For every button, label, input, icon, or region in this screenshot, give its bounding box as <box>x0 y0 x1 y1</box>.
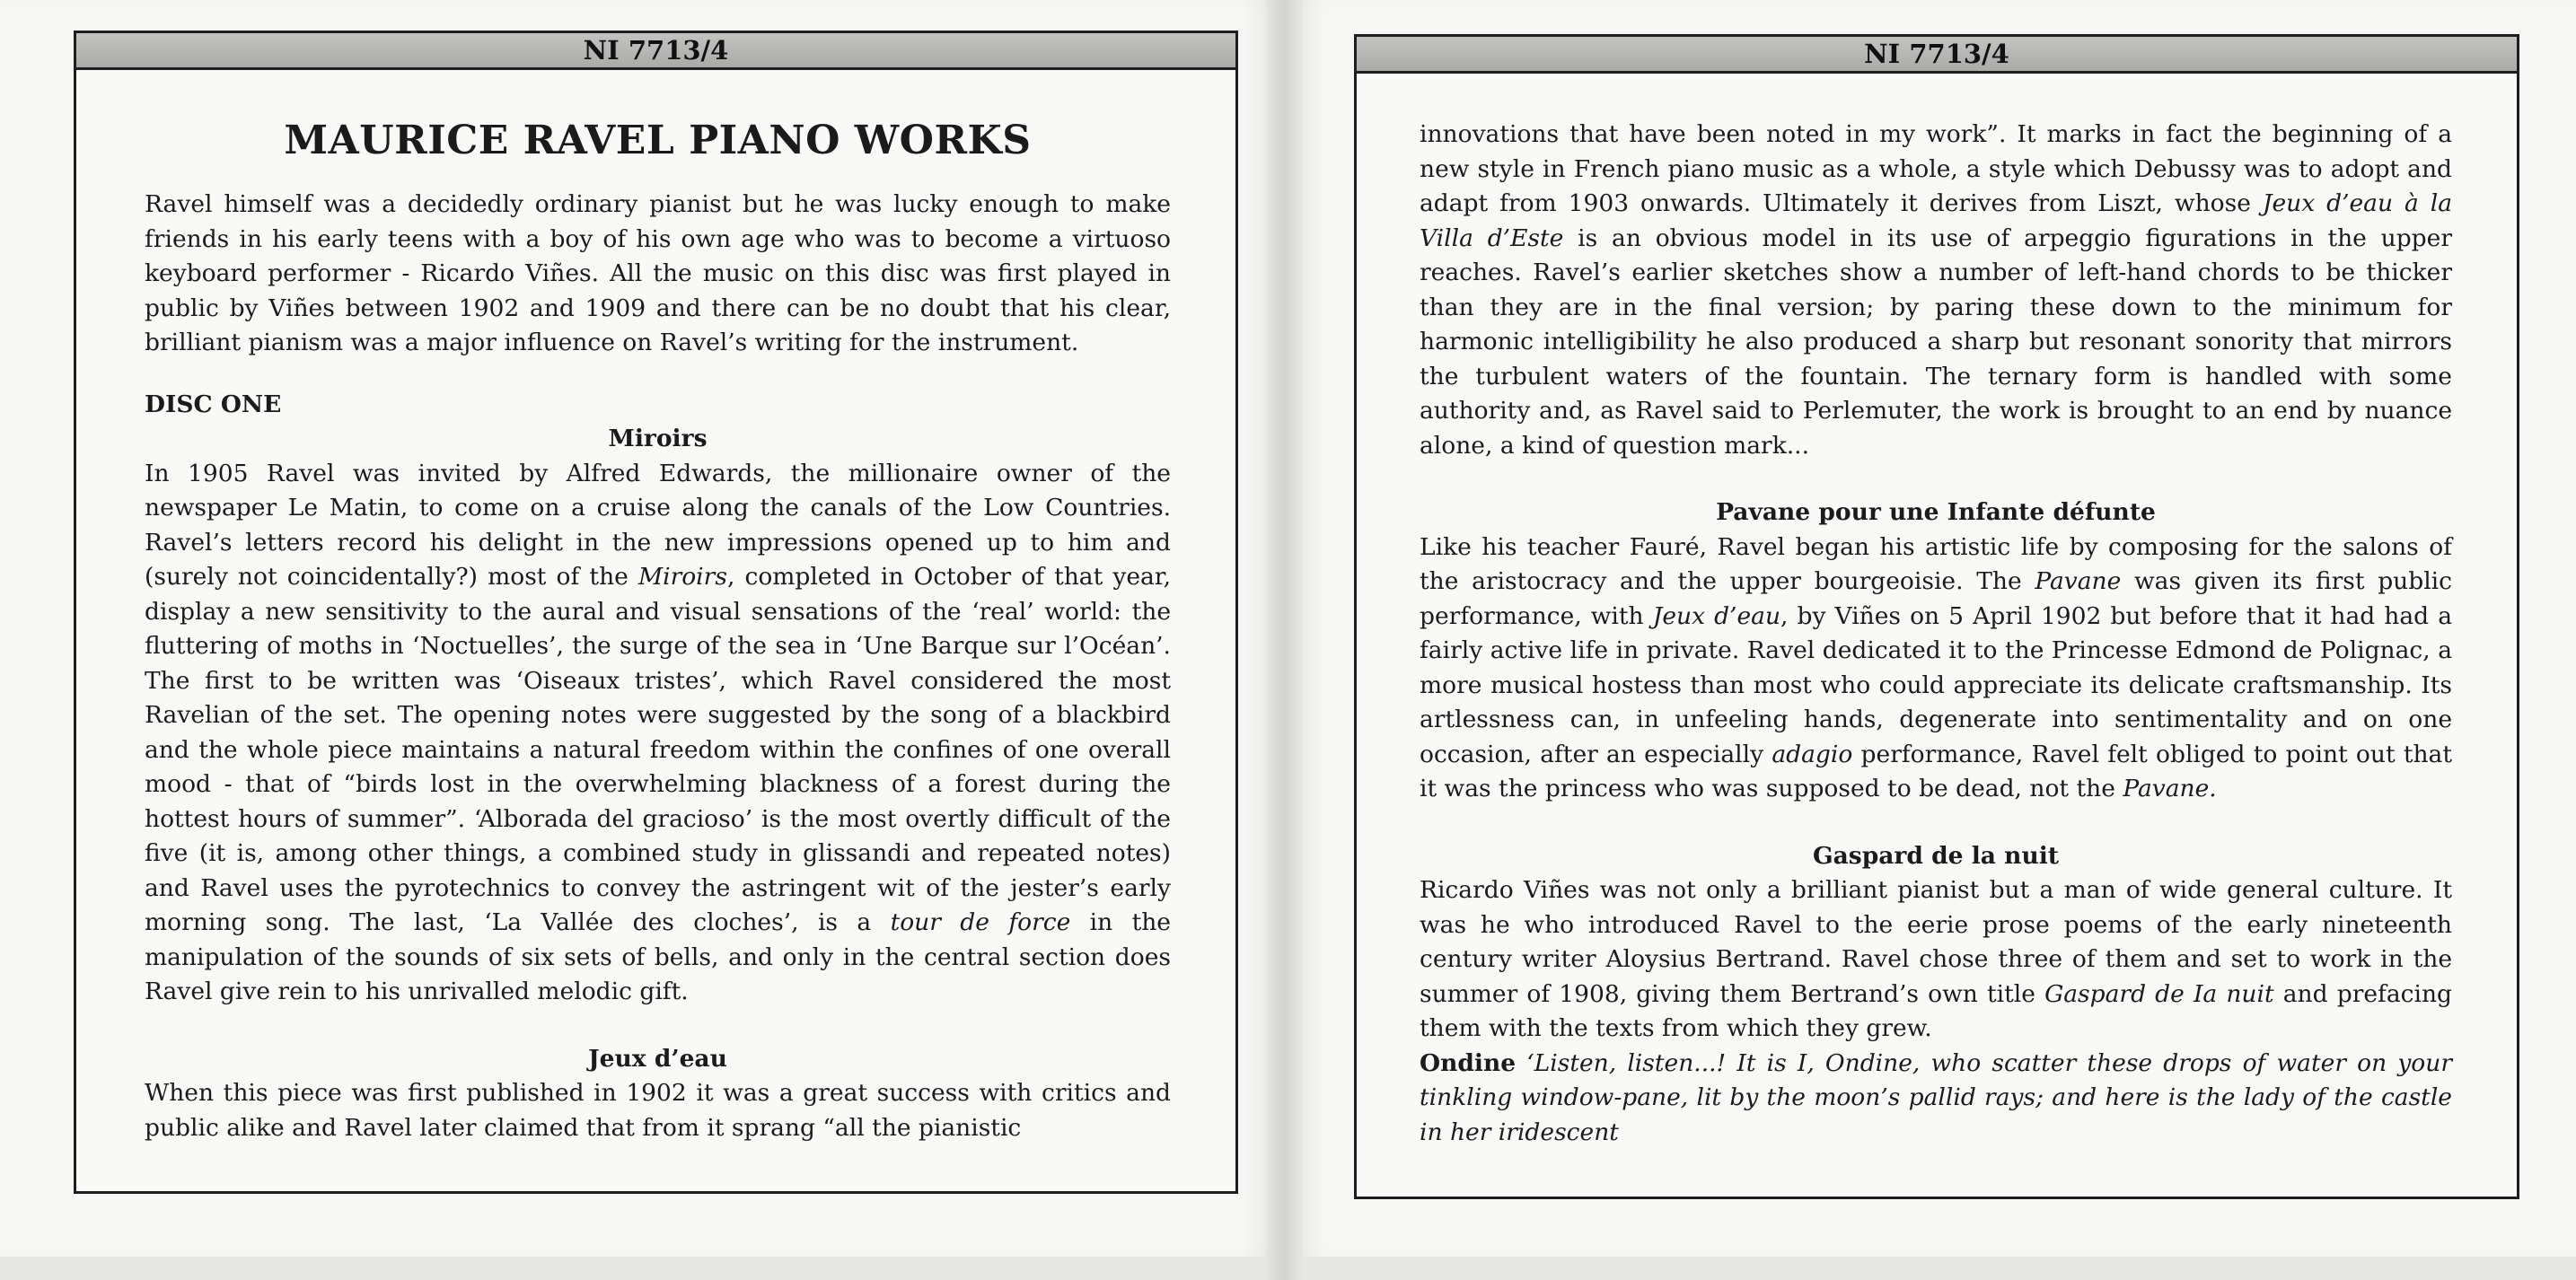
gaspard-text-a: Ricardo Viñes was not only a brilliant pianist but a man of wide general culture. It was he who introduced Ravel to the eerie prose poems of the early nineteenth century writer Aloysius Bertrand. Ravel chose three of them and set to work in the summer of 1908, giving them Bertrand’s own title <box>1420 876 2452 1008</box>
left-page-content <box>145 112 1171 1145</box>
jeux-heading: Jeux d’eau <box>588 1044 727 1073</box>
booklet-title: MAURICE RAVEL PIANO WORKS <box>284 118 1032 163</box>
ondine-paragraph <box>1420 1047 2452 1151</box>
disc-one-heading: DISC ONE <box>145 390 282 418</box>
left-page-frame <box>74 31 1238 1194</box>
pavane-italic-4: Pavane. <box>2123 775 2217 802</box>
miroirs-heading: Miroirs <box>608 425 708 452</box>
pavane-italic-3: adagio <box>1772 740 1853 768</box>
intro-paragraph: Ravel himself was a decidedly ordinary pianist but he was lucky enough to make friends in his early teens with a boy of his own age who was to become a virtuoso keyboard performer - Ricardo Viñes. All the music on this disc was first played in public by Viñes between 1902 and 1909 and there can be no doubt that his clear, brilliant pianism was a major influence on Ravel’s writing for the instrument. <box>145 190 1171 356</box>
miroirs-text-a: In 1905 Ravel was invited by Alfred Edwards, the millionaire owner of the newspaper Le Matin, to come on a cruise along the canals of the Low Countries. Ravel’s letters record his delight in the new impressions opened up to him and (surely not coincidentally?) most of the <box>145 459 1171 591</box>
gaspard-italic-title: Gaspard de Ia nuit <box>2044 979 2274 1008</box>
jeux-cont-text-a: innovations that have been noted in my work”. It marks in fact the beginning of a new style in French piano music as a whole, a style which Debussy was to adopt and adapt from 1903 onwards. Ultimately it derives from Liszt, whose <box>1420 120 2452 217</box>
pavane-text-b: was given its first public performance, with <box>1420 567 2452 630</box>
pavane-italic-2: Jeux d’eau <box>1652 601 1781 630</box>
pavane-text-d: performance, Ravel felt obliged to point out that it was the princess who was supposed to be dead, not the <box>1420 740 2452 802</box>
gaspard-heading: Gaspard de la nuit <box>1812 841 2060 870</box>
gaspard-text-b: and prefacing them with the texts from which they grew. <box>1420 979 2452 1042</box>
jeux-continued-paragraph <box>1420 118 2452 463</box>
page-gutter <box>1266 0 1302 1280</box>
right-page-frame <box>1354 34 2519 1199</box>
pavane-heading: Pavane pour une Infante défunte <box>1716 498 2156 526</box>
miroirs-paragraph <box>145 457 1171 1010</box>
miroirs-text-c: in the manipulation of the sounds of six sets of bells, and only in the central section does Ravel give rein to his unrivalled melodic gift. <box>145 908 1171 1005</box>
pavane-italic-1: Pavane <box>2035 567 2122 595</box>
miroirs-text-b: , completed in October of that year, display a new sensitivity to the aural and visual sensations of the ‘real’ world: the fluttering of moths in ‘Noctuelles’, the surge of the sea in ‘Une Barque sur l’Océan’. The first to be written was ‘Oiseaux tristes’, which Ravel considered the most Ravelian of the set. The opening notes were suggested by the song of a blackbird and the whole piece maintains a natural freedom within the confines of one overall mood - that of “birds lost in the overwhelming blackness of a forest during the hottest hours of summer”. ‘Alborada del gracioso’ is the most overtly difficult of the five (it is, among other things, a combined study in glissandi and repeated notes) and Ravel uses the pyrotechnics to convey the astringent wit of the jester’s early morning song. The last, ‘La Vallée des cloches’, is a <box>145 563 1171 936</box>
pavane-text-a: Like his teacher Fauré, Ravel began his artistic life by composing for the salons of the aristocracy and the upper bourgeoisie. The <box>1420 532 2452 595</box>
pavane-paragraph <box>1420 530 2452 807</box>
pavane-text-c: , by Viñes on 5 April 1902 but before that it had had a fairly active life in private. Ravel dedicated it to the Princesse Edmond de Polignac, a more musical hostess than most who could appreciate its delicate craftsmanship. Its artlessness can, in unfeeling hands, degenerate into sentimentality and on one occasion, after an especially <box>1420 601 2452 768</box>
left-catalog-header: NI 7713/4 <box>76 33 1235 70</box>
jeux-paragraph: When this piece was first published in 1902 it was a great success with critics and public alike and Ravel later claimed that from it sprang “all the pianistic <box>145 1079 1171 1142</box>
jeux-liszt-italic: Jeux d’eau à la Villa d’Este <box>1420 189 2453 252</box>
ondine-label: Ondine <box>1420 1048 1517 1077</box>
right-page-content <box>1420 118 2452 1150</box>
miroirs-italic-title: Miroirs <box>637 563 727 591</box>
jeux-cont-text-b: is an obvious model in its use of arpeggio figurations in the upper reaches. Ravel’s earlier sketches show a number of left-hand chords to be thicker than they are in the final version; by paring these down to the minimum for harmonic intelligibility he also produced a sharp but resonant sonority that mirrors the turbulent waters of the fountain. The ternary form is handled with some authority and, as Ravel said to Perlemuter, the work is brought to an end by nuance alone, a kind of question mark... <box>1420 224 2452 460</box>
tour-de-force-italic: tour de force <box>890 908 1071 936</box>
right-catalog-header: NI 7713/4 <box>1357 37 2517 74</box>
ondine-quote: ‘Listen, listen...! It is I, Ondine, who scatter these drops of water on your tinkling window-pane, lit by the moon’s pallid rays; and here is the lady of the castle in her iridescent <box>1420 1048 2452 1146</box>
gaspard-paragraph <box>1420 873 2452 1047</box>
